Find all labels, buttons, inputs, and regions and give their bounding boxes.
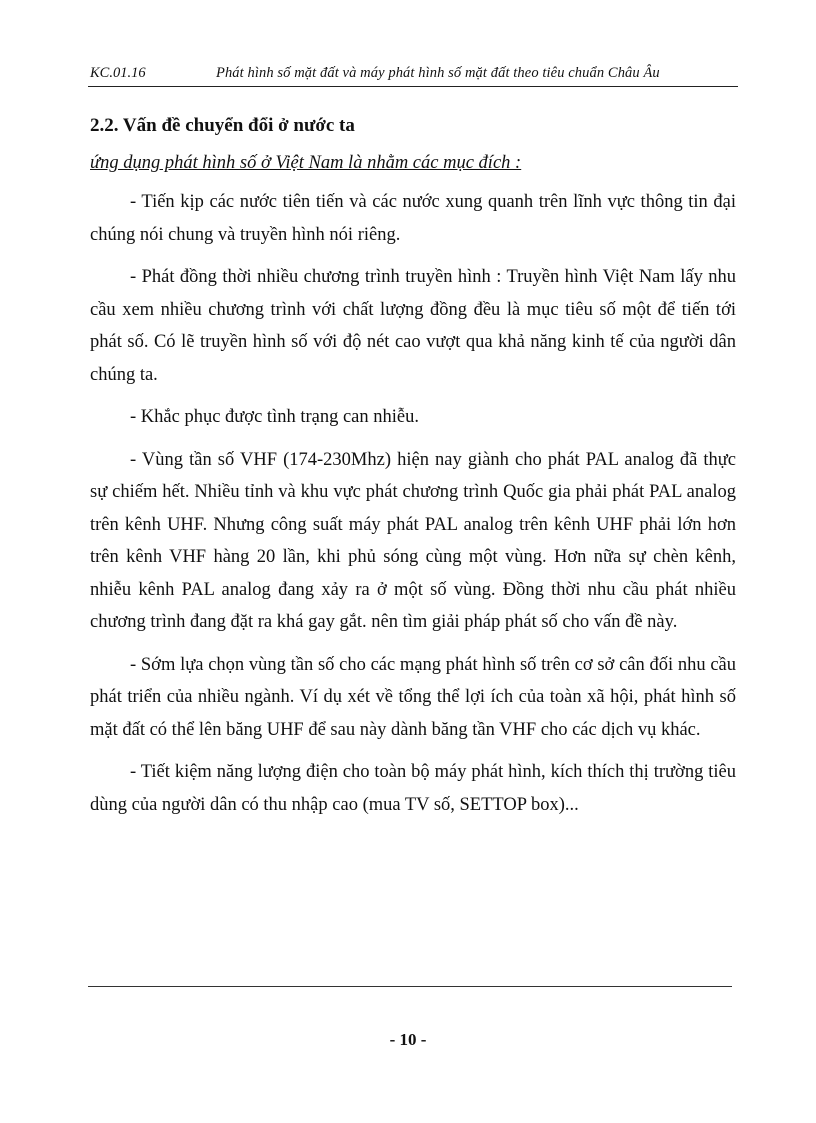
document-title: Phát hình số mặt đất và máy phát hình số mặt đất theo tiêu chuẩn Châu Âu	[216, 65, 660, 81]
paragraph-1: - Tiến kịp các nước tiên tiến và các nước xung quanh trên lĩnh vực thông tin đại chúng nói chung và truyền hình nói riêng.	[90, 192, 736, 245]
paragraph-5: - Sớm lựa chọn vùng tần số cho các mạng phát hình số trên cơ sở cân đối nhu cầu phát triển của nhiều ngành. Ví dụ xét về tổng thể lợi ích của toàn xã hội, phát hình số mặt đất có thể lên băng UHF để sau này dành băng tần VHF cho các dịch vụ khác.	[90, 654, 736, 740]
running-header	[88, 62, 738, 87]
section-intro: ứng dụng phát hình số ở Việt Nam là nhằm các mục đích :	[90, 153, 522, 173]
paragraph-3: - Khắc phục được tình trạng can nhiễu.	[130, 407, 419, 427]
paragraph-2: - Phát đồng thời nhiều chương trình truyền hình : Truyền hình Việt Nam lấy nhu cầu xem nhiều chương trình với chất lượng đồng đều là mục tiêu số một để tiến tới phát số. Có lẽ truyền hình số với độ nét cao vượt qua khả năng kinh tế của người dân chúng ta.	[90, 267, 736, 385]
document-code: KC.01.16	[90, 65, 146, 81]
paragraph-4: - Vùng tần số VHF (174-230Mhz) hiện nay giành cho phát PAL analog đã thực sự chiếm hết. Nhiều tỉnh và khu vực phát chương trình Quốc gia phải phát PAL analog trên kênh UHF. Nhưng công suất máy phát PAL analog trên kênh UHF phải lớn hơn trên kênh VHF hàng 20 lần, khi phủ sóng cùng một vùng. Hơn nữa sự chèn kênh, nhiễu kênh PAL analog đang xảy ra ở một số vùng. Đồng thời nhu cầu phát nhiều chương trình đang đặt ra khá gay gắt. nên tìm giải pháp phát số cho vấn đề này.	[90, 449, 736, 632]
footer-divider	[88, 986, 732, 987]
section-heading: 2.2. Vấn đề chuyển đổi ở nước ta	[90, 115, 355, 136]
paragraph-6: - Tiết kiệm năng lượng điện cho toàn bộ máy phát hình, kích thích thị trường tiêu dùng của người dân có thu nhập cao (mua TV số, SETTOP box)...	[90, 762, 736, 815]
page-body	[90, 110, 736, 831]
page-number: - 10 -	[389, 1030, 427, 1049]
